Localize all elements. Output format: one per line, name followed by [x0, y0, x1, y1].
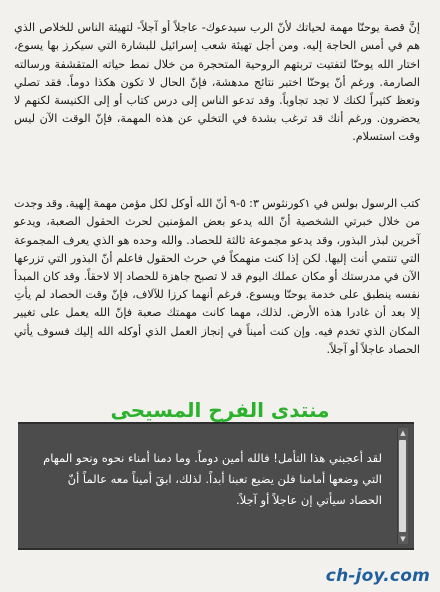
scroll-up-icon[interactable]: ▲	[400, 429, 406, 437]
quote-text: لقد أعجبني هذا التأمل! فالله أمين دوماً. وما دمنا أمناء نحوه ونحو المهام التي وضعها أمامنا فلن يضيع تعبنا أبداً. لذلك، ابقَ أميناً معه عالماً أنّ الحصاد سيأتي إن عاجلاً أو آجلاً.	[43, 451, 382, 507]
quote-box	[18, 422, 414, 550]
quote-scrollbar[interactable]	[397, 428, 408, 544]
paragraph-2: كتب الرسول بولس في ١كورنثوس ٣: ٥-٩ أنّ الله أوكل لكل مؤمن مهمة إلهية. وقد وجدت من خلال خبرتي الشخصية أنّ الله يدعو بعض المؤمنين لحرث الحقول الصعبة، ويدعو آخرين لبذر البذور، وقد يدعو مجموعة ثالثة للحصاد. والله وحده هو الذي يعرف المجموعة التي تنتمي أنت إليها. لكن إذا كنت منهمكاً في حرث الحقول فاعلم أنّ البذور التي تزرعها الآن في مدرستك أو مكان عملك اليوم قد لا تصبح جاهزة للحصاد إلا لاحقاً. وقد كان المبدأ نفسه ينطبق على خدمة يوحنّا ويسوع. فرغم أنهما كرزا للآلاف، فإنّ وقت الحصاد لم يأتِ إلا بعد أن غادرا هذه الأرض. لذلك، مهما كانت مهمتك صعبة فإنّ الله يعمل على تغيير المكان الذي تخدم فيه. وإن كنت أميناً في إنجاز العمل الذي أوكله الله إليك فسوف يأتي الحصاد عاجلاً أو آجلاً.	[14, 197, 420, 356]
site-watermark: ch-joy.com	[325, 566, 430, 586]
scroll-thumb[interactable]	[399, 440, 406, 532]
paragraph-1: إنَّ قصة يوحنّا مهمة لحياتك لأنّ الرب سيدعوك- عاجلاً أو آجلاً- لتهيئة الناس للخلاص الذي هم في أمس الحاجة إليه. ومن أجل تهيئة شعب إسرائيل للبشارة التي سيكرز بها يسوع، اختار الله يوحنّا لتفتيت تربتهم الروحية المتحجرة من خلال نمط حياته المتقشفة ورسالته الصارمة. ورغم أنّ يوحنّا اختبر نتائج مدهشة، فإنّ الحال لا تكون هكذا دوماً. فقد تصلي وتعظ كثيراً لكنك لا تجد تجاوباً. وقد تدعو الناس إلى درس كتاب أو إلى الكنيسة لكنهم لا يحضرون. ورغم أنك قد ترغب بشدة في التخلي عن هذه المهمة، فإنّ الوقت الآن ليس وقت استسلام.	[14, 21, 420, 144]
scroll-down-icon[interactable]: ▼	[400, 535, 406, 543]
forum-title: منتدى الفرح المسيحى	[110, 398, 330, 422]
